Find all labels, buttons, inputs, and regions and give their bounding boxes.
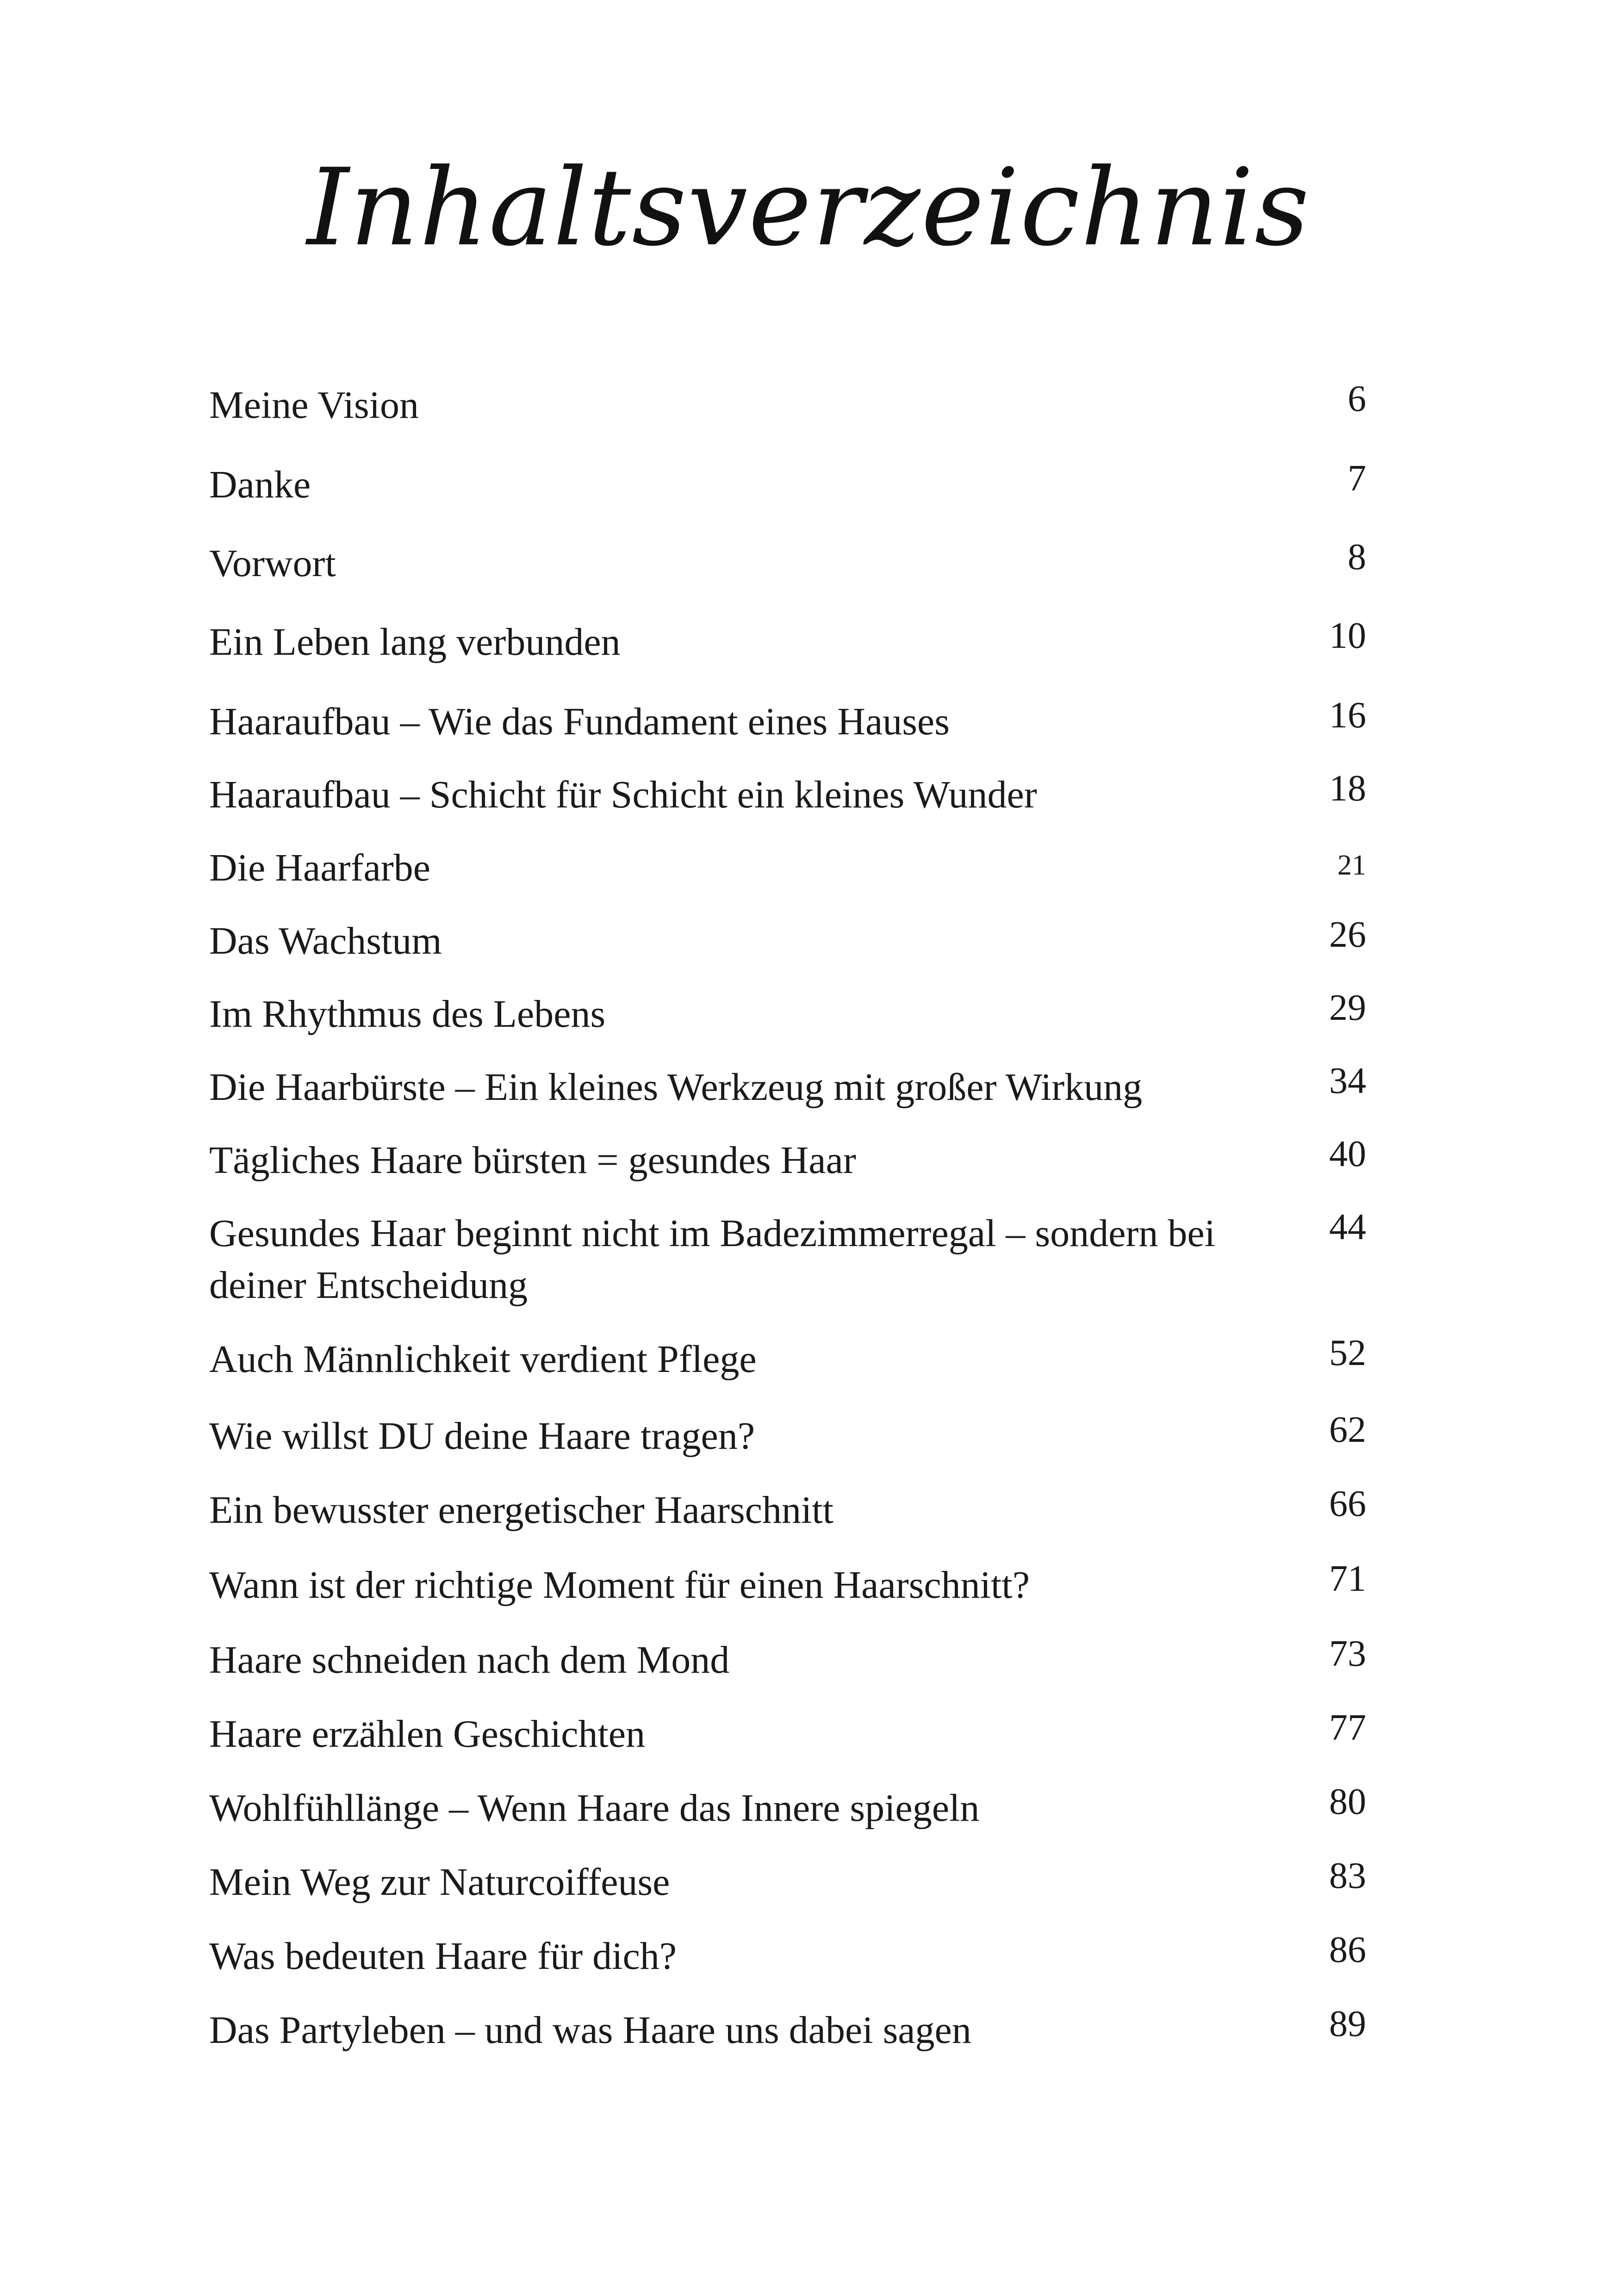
toc-entry-label: Ein Leben lang verbunden bbox=[209, 621, 621, 664]
toc-entry-page: 40 bbox=[1329, 1134, 1366, 1174]
toc-entry bbox=[209, 379, 1366, 431]
toc-entry bbox=[209, 1484, 1366, 1536]
toc-entry-label: Danke bbox=[209, 463, 311, 506]
toc-entry bbox=[209, 1708, 1366, 1760]
toc-entry-page: 10 bbox=[1329, 615, 1366, 656]
toc-entry bbox=[209, 1410, 1366, 1462]
toc-entry bbox=[209, 1334, 1366, 1385]
toc-entry-page: 16 bbox=[1329, 695, 1366, 736]
toc-entry bbox=[209, 769, 1366, 821]
toc-entry-page: 26 bbox=[1329, 914, 1366, 955]
toc-entry-label: Gesundes Haar beginnt nicht im Badezimmerregal – sondern bei deiner Entscheidung bbox=[209, 1212, 1215, 1307]
toc-entry-page: 80 bbox=[1329, 1781, 1366, 1822]
toc-entry-page: 89 bbox=[1329, 2004, 1366, 2044]
toc-entry-page: 83 bbox=[1329, 1855, 1366, 1896]
toc-entry-label: Wie willst DU deine Haare tragen? bbox=[209, 1415, 755, 1458]
toc-entry bbox=[209, 1061, 1366, 1113]
toc-entry-label: Haaraufbau – Schicht für Schicht ein kleines Wunder bbox=[209, 773, 1037, 816]
toc-entry bbox=[209, 538, 1366, 590]
toc-entry bbox=[209, 696, 1366, 748]
toc-entry-label: Haaraufbau – Wie das Fundament eines Hauses bbox=[209, 700, 950, 743]
toc-entry bbox=[209, 1930, 1366, 1982]
toc-entry-label: Haare erzählen Geschichten bbox=[209, 1713, 646, 1756]
toc-entry-page: 77 bbox=[1329, 1707, 1366, 1748]
toc-entry-page: 66 bbox=[1329, 1483, 1366, 1524]
toc-entry bbox=[209, 1135, 1366, 1186]
toc-entry bbox=[209, 915, 1366, 967]
toc-entry-page: 21 bbox=[1337, 850, 1366, 881]
toc-entry-label: Meine Vision bbox=[209, 384, 419, 427]
toc-entry bbox=[209, 842, 1366, 894]
toc-entry-page: 62 bbox=[1329, 1409, 1366, 1450]
toc-entry-label: Ein bewusster energetischer Haarschnitt bbox=[209, 1489, 833, 1532]
toc-entry bbox=[209, 1634, 1366, 1686]
toc-entry bbox=[209, 988, 1366, 1040]
toc-entry bbox=[209, 1782, 1366, 1834]
toc-entry-label: Tägliches Haare bürsten = gesundes Haar bbox=[209, 1139, 856, 1182]
toc-entry-page: 71 bbox=[1329, 1558, 1366, 1599]
toc-entry-label: Mein Weg zur Naturcoiffeuse bbox=[209, 1861, 670, 1904]
toc-entry-label: Wohlfühllänge – Wenn Haare das Innere spiegeln bbox=[209, 1787, 980, 1830]
toc-entry bbox=[209, 1208, 1366, 1311]
toc-entry-label: Das Partyleben – und was Haare uns dabei sagen bbox=[209, 2009, 971, 2052]
toc-entry-label: Haare schneiden nach dem Mond bbox=[209, 1638, 730, 1682]
page-title: Inhaltsverzeichnis bbox=[307, 146, 1310, 270]
toc-entry bbox=[209, 2004, 1366, 2056]
toc-entry-page: 8 bbox=[1348, 537, 1366, 577]
toc-entry-page: 44 bbox=[1329, 1207, 1366, 1247]
toc-entry-label: Die Haarfarbe bbox=[209, 846, 430, 889]
toc-entry-label: Im Rhythmus des Lebens bbox=[209, 993, 606, 1036]
toc-entry bbox=[209, 459, 1366, 511]
toc-entry-page: 52 bbox=[1329, 1333, 1366, 1373]
toc-entry-page: 29 bbox=[1329, 987, 1366, 1028]
toc-entry bbox=[209, 1856, 1366, 1908]
toc-entry-page: 6 bbox=[1348, 379, 1366, 419]
toc-entry-page: 7 bbox=[1348, 458, 1366, 499]
toc-entry-label: Das Wachstum bbox=[209, 919, 442, 962]
toc-entry-label: Die Haarbürste – Ein kleines Werkzeug mit großer Wirkung bbox=[209, 1066, 1143, 1109]
toc-entry-label: Wann ist der richtige Moment für einen Haarschnitt? bbox=[209, 1564, 1030, 1607]
toc-entry-label: Auch Männlichkeit verdient Pflege bbox=[209, 1338, 757, 1381]
toc-entry-page: 18 bbox=[1329, 768, 1366, 809]
toc-entry bbox=[209, 616, 1366, 668]
toc-entry-page: 34 bbox=[1329, 1061, 1366, 1101]
toc-entry bbox=[209, 1559, 1366, 1611]
toc-entry-page: 86 bbox=[1329, 1930, 1366, 1970]
toc-entry-label: Was bedeuten Haare für dich? bbox=[209, 1935, 677, 1978]
toc-entry-page: 73 bbox=[1329, 1633, 1366, 1674]
toc-entry-label: Vorwort bbox=[209, 542, 336, 585]
